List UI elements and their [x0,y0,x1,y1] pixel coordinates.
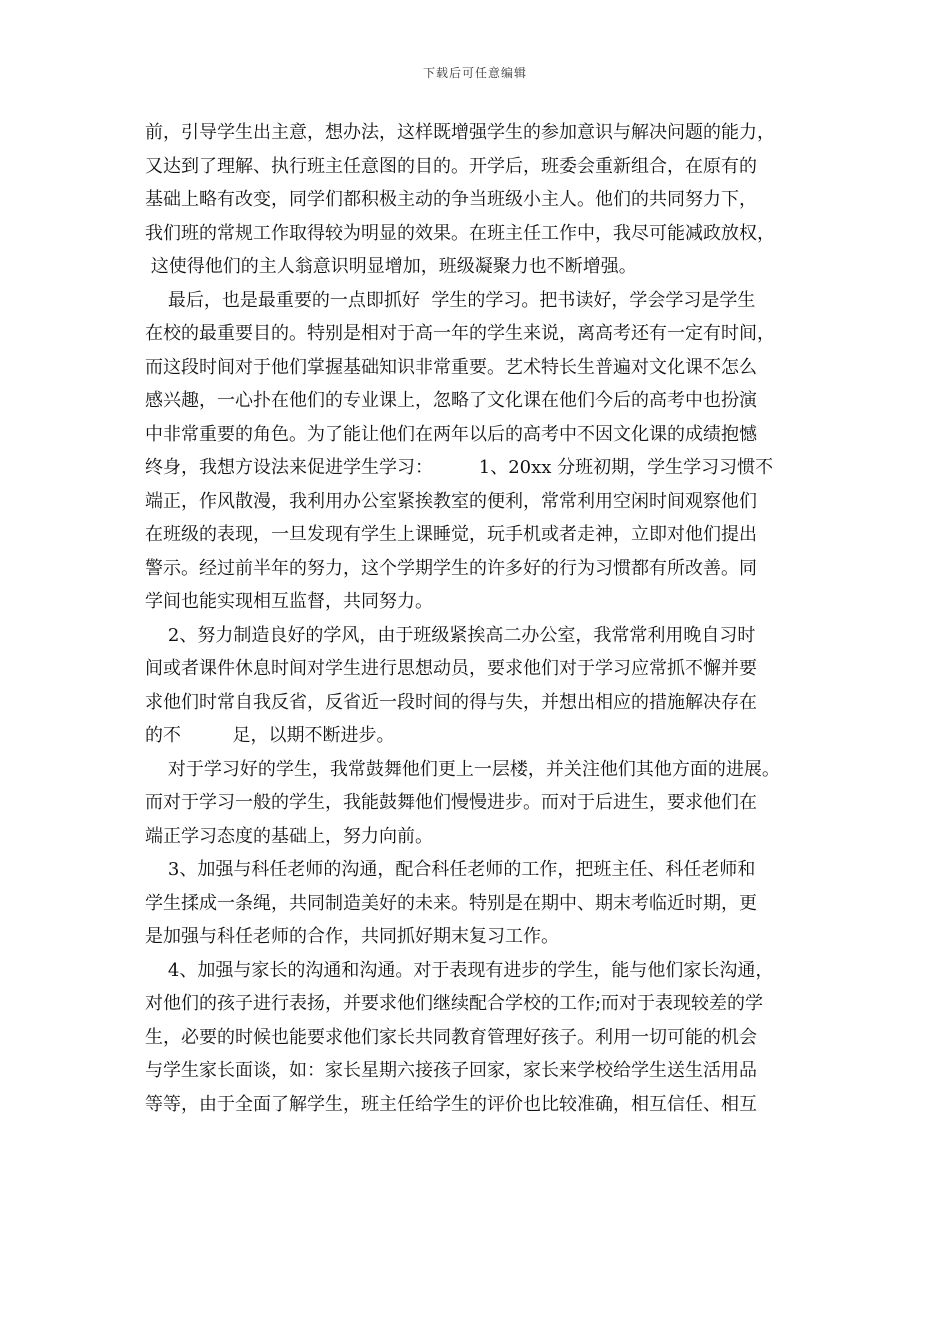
text-line: 基础上略有改变，同学们都积极主动的争当班级小主人。他们的共同努力下， [145,189,757,210]
text-line: 最后，也是最重要的一点即抓好 学生的学习。把书读好，学会学习是学生 [145,289,756,311]
text-line: 又达到了理解、执行班主任意图的目的。开学后，班委会重新组合，在原有的 [145,155,757,177]
text-line: 生，必要的时候也能要求他们家长共同教育管理好孩子。利用一切可能的机会 [145,1026,757,1048]
text-line: 终身，我想方设法来促进学生学习： 1、20xx 分班初期，学生学习习惯不 [145,457,774,478]
text-line: 而这段时间对于他们掌握基础知识非常重要。艺术特长生普遍对文化课不怎么 [145,356,757,378]
text-line: 在校的最重要目的。特别是相对于高一年的学生来说，离高考还有一定有时间， [145,323,775,344]
text-line: 对他们的孩子进行表扬，并要求他们继续配合学校的工作;而对于表现较差的学 [145,993,764,1014]
text-line: 对于学习好的学生，我常鼓舞他们更上一层楼，并关注他们其他方面的进展。 [145,758,780,780]
text-line: 2、努力制造良好的学风，由于班级紧挨高二办公室，我常常利用晚自习时 [145,624,756,646]
text-line: 在班级的表现，一旦发现有学生上课睡觉，玩手机或者走神，立即对他们提出 [145,524,757,545]
page-header: 下载后可任意编辑 [422,66,527,80]
text-line: 前，引导学生出主意，想办法，这样既增强学生的参加意识与解决问题的能力， [145,122,775,143]
document-body [145,116,815,1121]
text-line: 而对于学习一般的学生，我能鼓舞他们慢慢进步。而对于后进生，要求他们在 [145,792,757,813]
text-line: 间或者课件休息时间对学生进行思想动员，要求他们对于学习应常抓不懈并要 [145,658,757,679]
text-line: 这使得他们的主人翁意识明显增加，班级凝聚力也不断增强。 [145,256,637,277]
text-line: 学生揉成一条绳，共同制造美好的未来。特别是在期中、期末考临近时期，更 [145,892,757,914]
text-line: 4、加强与家长的沟通和沟通。对于表现有进步的学生，能与他们家长沟通， [145,959,774,981]
text-line: 等等，由于全面了解学生，班主任给学生的评价也比较准确，相互信任、相互 [145,1093,757,1115]
text-line: 3、加强与科任老师的沟通，配合科任老师的工作，把班主任、科任老师和 [145,859,756,880]
text-line: 求他们时常自我反省，反省近一段时间的得与失，并想出相应的措施解决存在 [145,691,757,713]
text-line: 中非常重要的角色。为了能让他们在两年以后的高考中不因文化课的成绩抱憾 [145,423,757,445]
text-line: 感兴趣，一心扑在他们的专业课上，忽略了文化课在他们今后的高考中也扮演 [145,390,757,411]
text-line: 我们班的常规工作取得较为明显的效果。在班主任工作中，我尽可能减政放权， [145,222,775,244]
text-line: 学间也能实现相互监督，共同努力。 [145,591,433,612]
text-line: 与学生家长面谈，如：家长星期六接孩子回家，家长来学校给学生送生活用品 [145,1060,757,1081]
text-line: 是加强与科任老师的合作，共同抓好期末复习工作。 [145,926,559,947]
text-line: 端正，作风散漫，我利用办公室紧挨教室的便利，常常利用空闲时间观察他们 [145,490,757,512]
text-line: 端正学习态度的基础上，努力向前。 [145,825,433,847]
text-line: 的不 足，以期不断进步。 [145,725,395,746]
text-line: 警示。经过前半年的努力，这个学期学生的许多好的行为习惯都有所改善。同 [145,557,757,579]
